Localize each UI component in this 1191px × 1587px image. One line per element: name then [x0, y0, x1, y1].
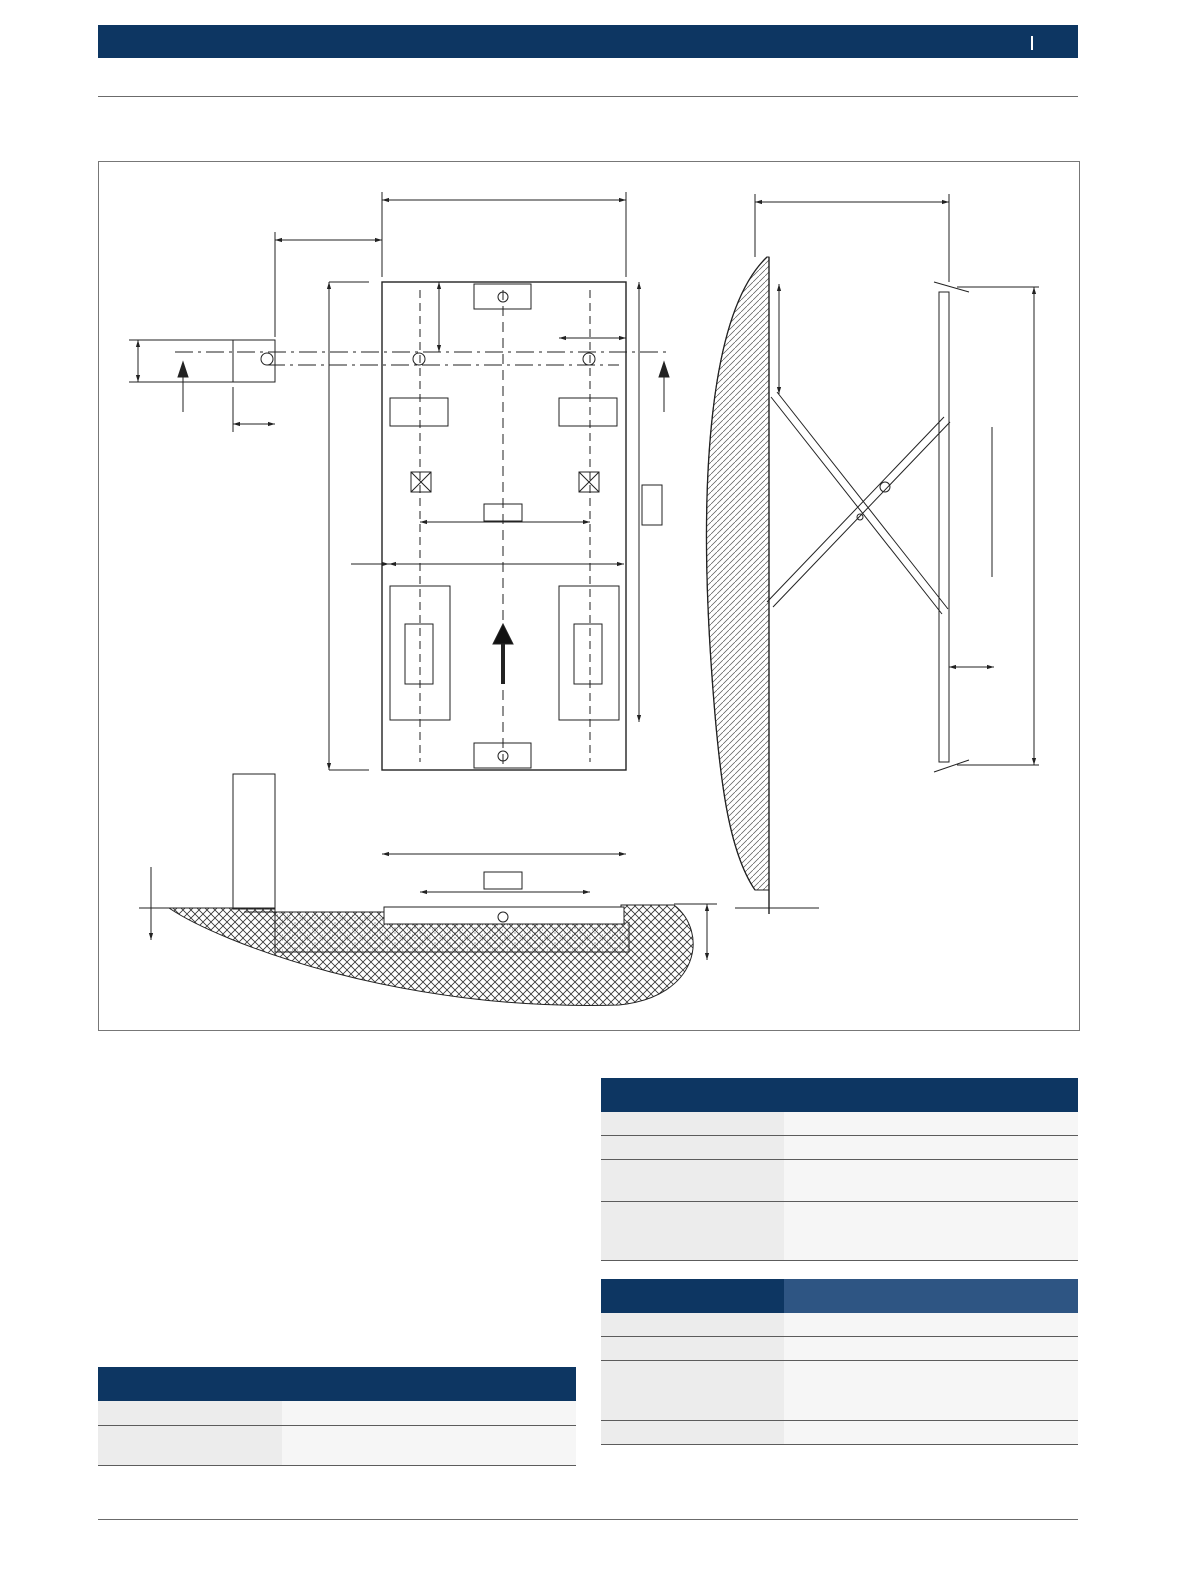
- header-bar: [98, 25, 1078, 58]
- table-row: [601, 1337, 1078, 1361]
- table-row: [601, 1202, 1078, 1261]
- footer-rule: [98, 1519, 1078, 1520]
- table-cell-value: [784, 1313, 1078, 1336]
- table-cell-value: [784, 1160, 1078, 1201]
- table-cell-label: [98, 1401, 282, 1425]
- header-divider-mark: [1031, 36, 1033, 50]
- technical-drawing: [99, 162, 1079, 1030]
- table-cell-label: [601, 1361, 784, 1420]
- top-view: [129, 192, 671, 770]
- table-cell-value: [282, 1401, 576, 1425]
- table-cell-value: [784, 1421, 1078, 1444]
- table-cell-value: [784, 1361, 1078, 1420]
- table-row: [601, 1136, 1078, 1160]
- table-cell-label: [601, 1313, 784, 1336]
- table-row: [601, 1361, 1078, 1421]
- table-row: [601, 1421, 1078, 1445]
- header-rule: [98, 96, 1078, 97]
- table-row: [601, 1313, 1078, 1337]
- table-header-accent: [784, 1279, 1078, 1313]
- table-cell-value: [282, 1426, 576, 1465]
- table-header: [98, 1367, 576, 1401]
- direction-arrow-icon: [493, 624, 513, 644]
- table-row: [601, 1160, 1078, 1202]
- table-cell-label: [601, 1337, 784, 1360]
- table-cell-label: [601, 1202, 784, 1260]
- table-right-bottom: [601, 1279, 1078, 1445]
- table-row: [601, 1112, 1078, 1136]
- table-cell-label: [601, 1136, 784, 1159]
- table-cell-value: [784, 1337, 1078, 1360]
- table-header: [601, 1279, 1078, 1313]
- technical-drawing-figure: [98, 161, 1080, 1031]
- table-header: [601, 1078, 1078, 1112]
- side-elevation: [707, 194, 1039, 914]
- table-cell-label: [601, 1421, 784, 1444]
- table-row: [98, 1401, 576, 1426]
- table-left: [98, 1367, 576, 1467]
- table-row: [98, 1426, 576, 1466]
- table-right-top: [601, 1078, 1078, 1261]
- table-cell-label: [601, 1112, 784, 1135]
- table-cell-value: [784, 1112, 1078, 1135]
- table-cell-label: [98, 1426, 282, 1465]
- table-cell-value: [784, 1202, 1078, 1260]
- table-cell-value: [784, 1136, 1078, 1159]
- foundation-section: [139, 774, 717, 1005]
- table-cell-label: [601, 1160, 784, 1201]
